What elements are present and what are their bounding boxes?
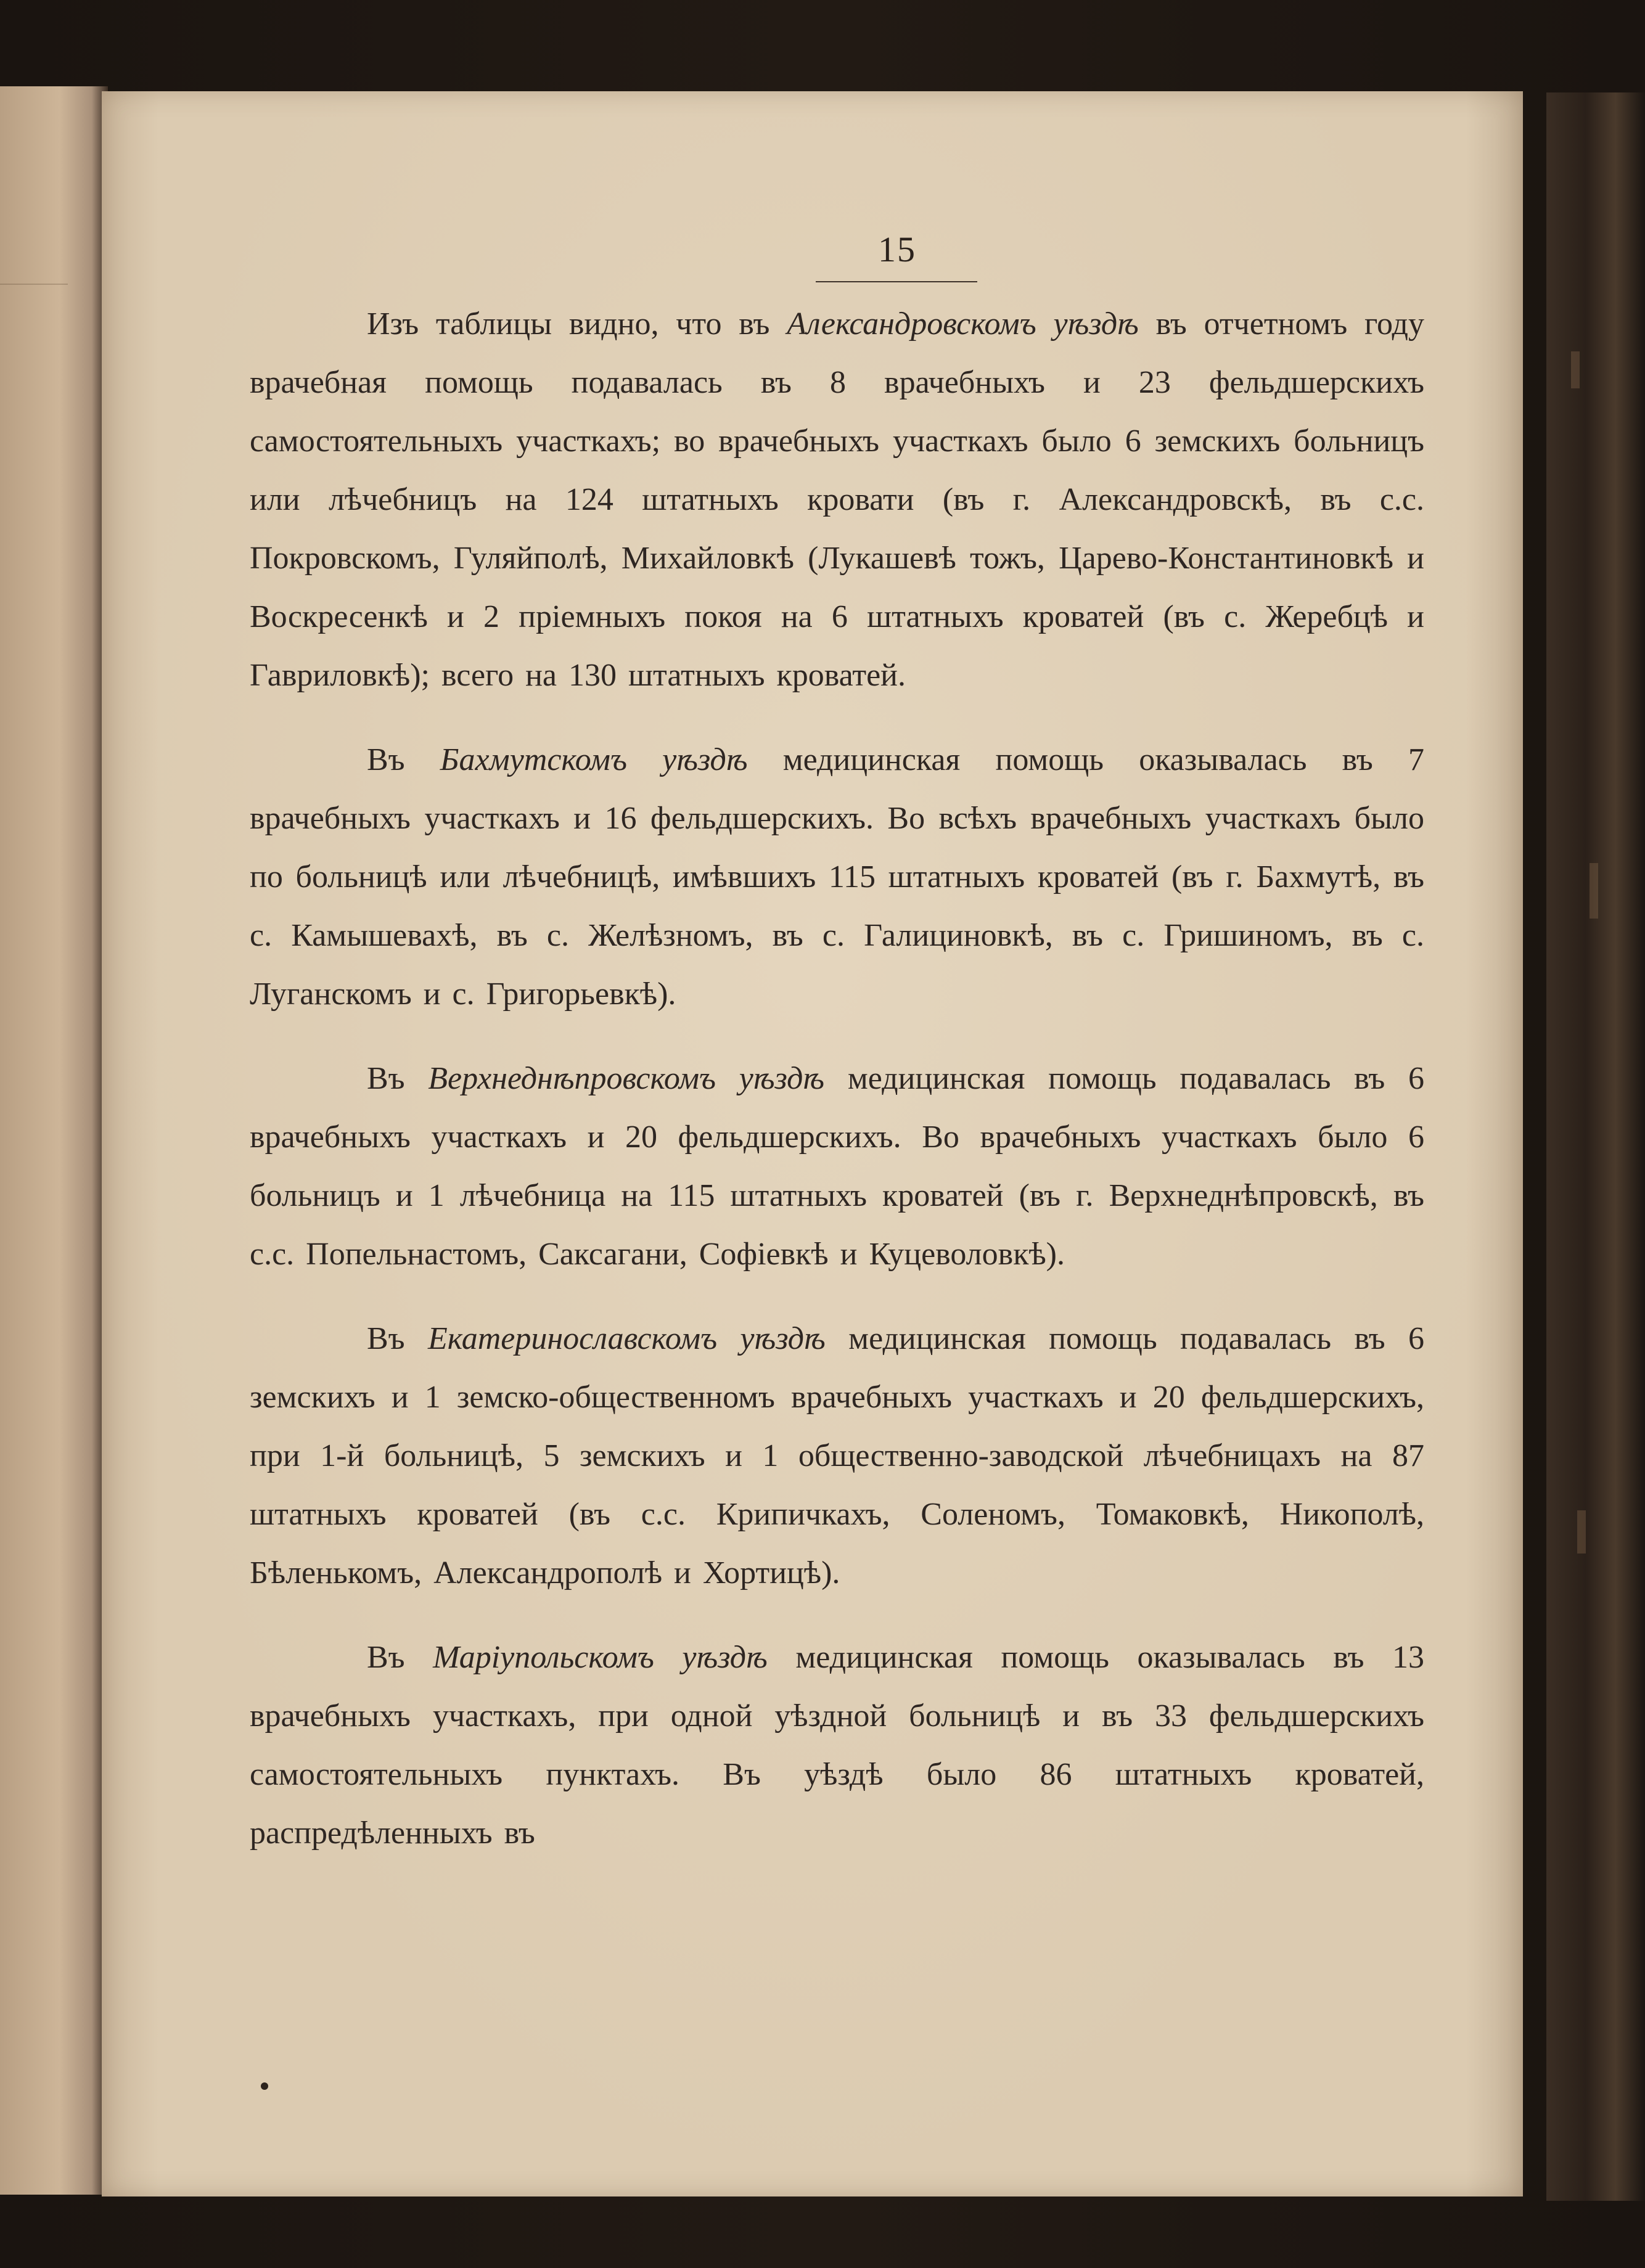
page-text bbox=[250, 295, 1424, 1888]
ink-spot bbox=[261, 2082, 268, 2090]
district-name: Екатеринославскомъ уѣздѣ bbox=[427, 1321, 826, 1356]
paragraph-start: Въ bbox=[367, 1640, 433, 1675]
page-number-rule bbox=[816, 281, 977, 282]
district-name: Верхнеднѣпровскомъ уѣздѣ bbox=[428, 1061, 825, 1096]
facing-page-mark bbox=[0, 284, 68, 285]
paragraph-body: медицинская помощь подавалась въ 6 земскихъ и 1 земско-общественномъ врачебныхъ участкахъ и 20 фельдшерскихъ, при 1-й больницѣ, 5 земскихъ и 1 общественно-заводской лѣчебницахъ на 87 штатныхъ кроватей (въ с.с. Крипичкахъ, Соленомъ, Томаковкѣ, Никополѣ, Бѣленькомъ, Александрополѣ и Хортицѣ). bbox=[250, 1321, 1424, 1590]
paragraph-body: медицинская помощь подавалась въ 6 врачебныхъ участкахъ и 20 фельдшерскихъ. Во врачебныхъ участкахъ было 6 больницъ и 1 лѣчебница на 115 штатныхъ кроватей (въ г. Верхнеднѣпровскѣ, въ с.с. Попельнастомъ, Саксагани, Софіевкѣ и Куцеволовкѣ). bbox=[250, 1061, 1425, 1272]
facing-page-edge bbox=[0, 86, 108, 2195]
book-cover-edge bbox=[1546, 92, 1645, 2201]
paragraph-start: Изъ таблицы видно, что въ bbox=[367, 306, 787, 342]
cover-wear-mark bbox=[1590, 863, 1598, 919]
paragraph-ekaterinoslav bbox=[250, 1309, 1424, 1602]
paragraph-start: Въ bbox=[367, 1061, 429, 1096]
cover-wear-mark bbox=[1571, 351, 1580, 388]
paragraph-start: Въ bbox=[367, 1321, 428, 1356]
paragraph-body: медицинская помощь оказывалась въ 13 врачебныхъ участкахъ, при одной уѣздной больницѣ и въ 33 фельдшерскихъ самостоятельныхъ пунктахъ. Въ уѣздѣ было 86 штатныхъ кроватей, распредѣленныхъ въ bbox=[250, 1640, 1424, 1851]
district-name: Маріупольскомъ уѣздѣ bbox=[433, 1640, 768, 1675]
district-name: Бахмутскомъ уѣздѣ bbox=[440, 742, 748, 777]
paragraph-body: медицинская помощь оказывалась въ 7 врачебныхъ участкахъ и 16 фельдшерскихъ. Во всѣхъ врачебныхъ участкахъ было по больницѣ или лѣчебницѣ, имѣвшихъ 115 штатныхъ кроватей (въ г. Бахмутѣ, въ с. Камышевахѣ, въ с. Желѣзномъ, въ с. Галициновкѣ, въ с. Гришиномъ, въ с. Луганскомъ и с. Григорьевкѣ). bbox=[250, 742, 1424, 1012]
district-name: Александровскомъ уѣздѣ bbox=[787, 306, 1139, 342]
paragraph-bakhmut bbox=[250, 731, 1424, 1023]
paragraph-body: въ отчетномъ году врачебная помощь подавалась въ 8 врачебныхъ и 23 фельдшерскихъ самостоятельныхъ участкахъ; во врачебныхъ участкахъ было 6 земскихъ больницъ или лѣчебницъ на 124 штатныхъ кровати (въ г. Александровскѣ, въ с.с. Покровскомъ, Гуляйполѣ, Михайловкѣ (Лукашевѣ тожъ, Царево-Константиновкѣ и Воскресенкѣ и 2 пріемныхъ покоя на 6 штатныхъ кроватей (въ с. Жеребцѣ и Гавриловкѣ); всего на 130 штатныхъ кроватей. bbox=[250, 306, 1424, 693]
book-page bbox=[102, 91, 1523, 2196]
paragraph-start: Въ bbox=[367, 742, 440, 777]
paragraph-aleksandrovsk bbox=[250, 295, 1424, 705]
paragraph-verkhnedneprovsk bbox=[250, 1049, 1424, 1283]
paragraph-mariupol bbox=[250, 1628, 1424, 1862]
page-number: 15 bbox=[878, 229, 916, 269]
cover-wear-mark bbox=[1577, 1510, 1586, 1554]
